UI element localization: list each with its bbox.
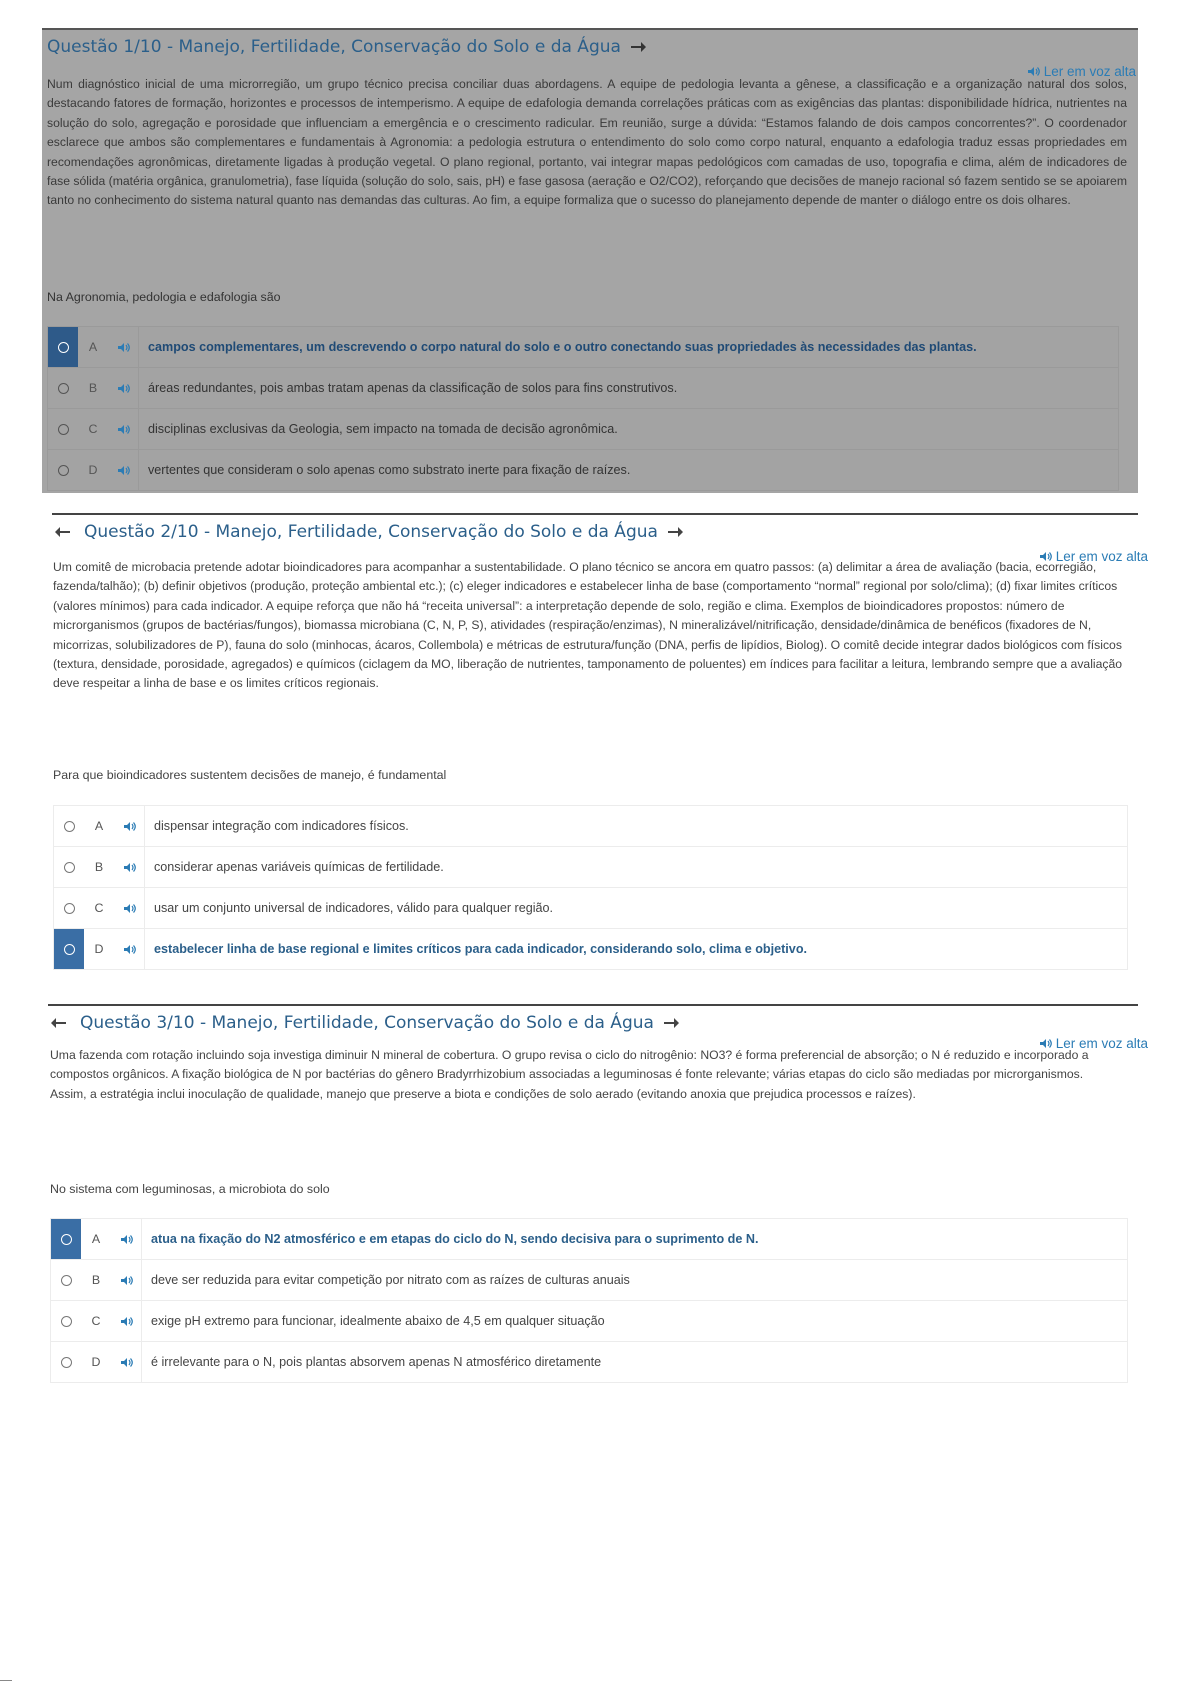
option-text: exige pH extremo para funcionar, idealmente abaixo de 4,5 em qualquer situação [151,1314,605,1328]
option-letter: B [94,860,104,874]
radio-icon[interactable] [58,424,69,435]
option-text: campos complementares, um descrevendo o corpo natural do solo e o outro conectando suas propriedades às necessidades das plantas. [148,340,977,354]
question-stem: Na Agronomia, pedologia e edafologia são [47,290,281,304]
radio-icon[interactable] [61,1316,72,1327]
page-corner-mark [0,1680,12,1686]
question-header [48,1008,1138,1038]
radio-icon[interactable] [64,944,75,955]
option-letter: B [88,381,98,395]
question-stem: No sistema com leguminosas, a microbiota do solo [50,1182,330,1196]
question-stem: Para que bioindicadores sustentem decisões de manejo, é fundamental [53,768,447,782]
option-letter: A [91,1232,101,1246]
option-c[interactable] [53,887,1128,928]
option-d[interactable] [53,928,1128,970]
option-a[interactable] [47,326,1119,367]
question-2 [52,513,1148,981]
speaker-icon[interactable] [123,903,136,914]
option-c[interactable] [50,1300,1128,1341]
option-text: usar um conjunto universal de indicadores, válido para qualquer região. [154,901,554,915]
speaker-icon[interactable] [123,821,136,832]
option-text: é irrelevante para o N, pois plantas absorvem apenas N atmosférico diretamente [151,1355,602,1369]
option-b[interactable] [50,1259,1128,1300]
option-letter: B [91,1273,101,1287]
speaker-icon[interactable] [120,1234,133,1245]
radio-icon[interactable] [58,383,69,394]
option-letter: A [88,340,98,354]
option-letter: D [88,463,98,477]
question-text: Num diagnóstico inicial de uma microrregião, um grupo técnico precisa conciliar duas abordagens. A equipe de pedologia levanta a gênese, a classificação e a organização natural dos solos, destacando fatores de formação, horizontes e processos de intemperismo. A equipe de edafologia demanda correlações práticas com as exigências das plantas: disponibilidade hídrica, nutrientes na solução do solo, agregação e porosidade que influenciam a emergência e o crescimento radicular. Em reunião, surge a dúvida: “Estamos falando de dois campos concorrentes?”. O coordenador esclarece que ambos são complementares e fundamentais à Agronomia: a pedologia estrutura o entendimento do solo como corpo natural, enquanto a edafologia traduz essas propriedades em recomendações agronômicas, diretamente ligadas à produção vegetal. O plano regional, portanto, vai integrar mapas pedológicos com camadas de uso, topografia e clima, além de indicadores de fase sólida (matéria orgânica, granulometria), fase líquida (solução do solo, sais, pH) e fase gasosa (aeração e O2/CO2), reforçando que decisões de manejo racional só fazem sentido se se apoiarem tanto no conhecimento do sistema natural quanto nas demandas das culturas. Ao fim, a equipe formaliza que o sucesso do planejamento depende de manter o diálogo entre os dois olhares. [47,77,1127,208]
option-text: atua na fixação do N2 atmosférico e em etapas do ciclo do N, sendo decisiva para o suprimento de N. [151,1232,759,1246]
speaker-icon[interactable] [117,342,130,353]
question-title: Questão 3/10 - Manejo, Fertilidade, Conservação do Solo e da Água [80,1013,654,1033]
question-text: Uma fazenda com rotação incluindo soja investiga diminuir N mineral de cobertura. O grupo revisa o ciclo do nitrogênio: NO3? é forma preferencial de absorção; o N é reduzido e incorporado a compostos orgânicos. A fixação biológica de N por bactérias do gênero Bradyrrhizobium associadas a leguminosas é fonte relevante; várias etapas do ciclo são mediadas por microrganismos. Assim, a estratégia inclui inoculação de qualidade, manejo que preserve a biota e condições de solo aerado (evitando anoxia que prejudica processos e raízes). [50,1048,1089,1101]
speaker-icon[interactable] [117,383,130,394]
question-text: Um comitê de microbacia pretende adotar bioindicadores para acompanhar a sustentabilidade. O plano técnico se ancora em quatro passos: (a) delimitar a área de avaliação (bacia, ecorregião, fazenda/talhão); (b) definir objetivos (produção, proteção ambiental etc.); (c) eleger indicadores e estabelecer linha de base (comportamento “normal” regional por solo/clima); (d) fixar limites críticos (valores mínimos) para cada indicador. A equipe reforça que não há “receita universal”: a interpretação depende de solo, região e clima. Exemplos de bioindicadores propostos: número de microrganismos (grupos de bactérias/fungos), biomassa microbiana (C, N, P, S), atividades (respiração/enzimas), N mineralizável/nitrificação, densidade/dinâmica de benéficos (fixadores de N, micorrizas, solubilizadores de P), fauna do solo (minhocas, ácaros, Collembola) e métricas de estrutura/função (DNA, perfis de lipídios, Biolog). O comitê decide integrar dados biológicos com físicos (textura, densidade, porosidade, agregados) e químicos (ciclagem da MO, liberação de nutrientes, tamponamento de poluentes) em índices para facilitar a leitura, lembrando sempre que a avaliação deve respeitar a linha de base e os limites críticos regionais. [53,560,1123,691]
option-letter: C [94,901,104,915]
option-text: deve ser reduzida para evitar competição por nitrato com as raízes de culturas anuais [151,1273,630,1287]
question-title: Questão 2/10 - Manejo, Fertilidade, Conservação do Solo e da Água [84,522,658,542]
options-list [47,326,1119,491]
question-header [52,517,1138,547]
read-aloud-label: Ler em voz alta [1055,549,1148,564]
option-letter: D [91,1355,101,1369]
speaker-icon[interactable] [120,1316,133,1327]
arrow-right-icon[interactable] [627,36,649,58]
option-text: estabelecer linha de base regional e limites críticos para cada indicador, considerando solo, clima e objetivo. [154,942,808,956]
radio-icon[interactable] [61,1357,72,1368]
option-text: áreas redundantes, pois ambas tratam apenas da classificação de solos para fins construtivos. [148,381,678,395]
option-text: considerar apenas variáveis químicas de fertilidade. [154,860,444,874]
arrow-left-icon[interactable] [48,1012,70,1034]
options-list [53,805,1128,970]
option-b[interactable] [47,367,1119,408]
radio-icon[interactable] [64,821,75,832]
option-text: dispensar integração com indicadores físicos. [154,819,409,833]
option-text: vertentes que consideram o solo apenas como substrato inerte para fixação de raízes. [148,463,631,477]
option-b[interactable] [53,846,1128,887]
radio-icon[interactable] [58,465,69,476]
arrow-right-icon[interactable] [664,521,686,543]
options-list [50,1218,1128,1383]
radio-icon[interactable] [61,1275,72,1286]
radio-icon[interactable] [64,903,75,914]
speaker-icon[interactable] [123,944,136,955]
radio-icon[interactable] [64,862,75,873]
option-letter: C [91,1314,101,1328]
read-aloud-label: Ler em voz alta [1055,1036,1148,1051]
option-d[interactable] [47,449,1119,491]
question-title: Questão 1/10 - Manejo, Fertilidade, Conservação do Solo e da Água [47,37,621,57]
speaker-icon[interactable] [120,1357,133,1368]
read-aloud-label: Ler em voz alta [1043,64,1136,79]
radio-icon[interactable] [58,342,69,353]
option-d[interactable] [50,1341,1128,1383]
question-3 [48,1004,1148,1396]
speaker-icon[interactable] [117,465,130,476]
question-header [42,32,1138,62]
option-text: disciplinas exclusivas da Geologia, sem impacto na tomada de decisão agronômica. [148,422,618,436]
question-1 [42,28,1138,493]
arrow-right-icon[interactable] [660,1012,682,1034]
speaker-icon[interactable] [117,424,130,435]
speaker-icon[interactable] [120,1275,133,1286]
option-c[interactable] [47,408,1119,449]
option-letter: C [88,422,98,436]
option-letter: D [94,942,104,956]
option-letter: A [94,819,104,833]
arrow-left-icon[interactable] [52,521,74,543]
option-a[interactable] [53,805,1128,846]
speaker-icon[interactable] [123,862,136,873]
radio-icon[interactable] [61,1234,72,1245]
option-a[interactable] [50,1218,1128,1259]
